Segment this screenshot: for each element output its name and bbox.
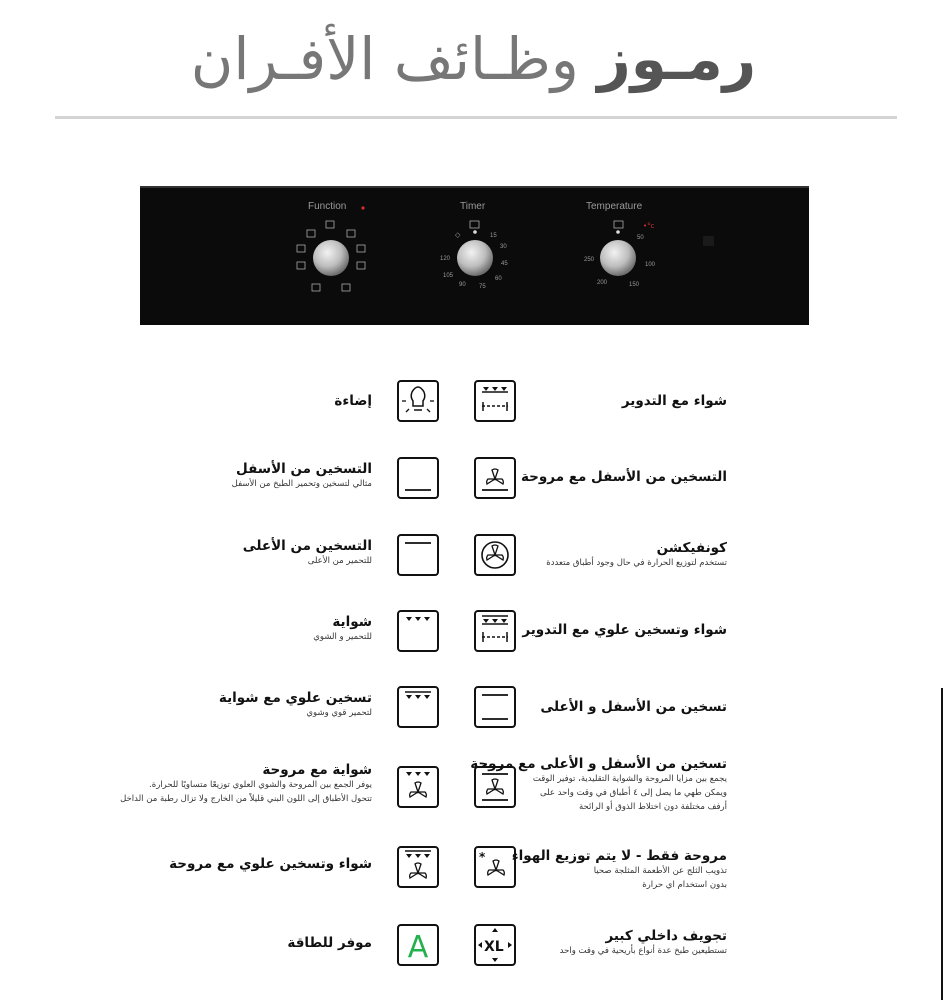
item-desc: تستخدم لتوزيع الحرارة في حال وجود أطباق متعددة xyxy=(546,558,727,568)
item-title: تسخين علوي مع شواية xyxy=(218,690,372,706)
grill-icon xyxy=(397,610,439,652)
left-item-grill xyxy=(313,614,372,644)
function-indicator-dot xyxy=(361,206,364,209)
title-strong: رمـوز xyxy=(597,25,757,93)
item-title: شواء وتسخين علوي مع مروحة xyxy=(169,856,372,872)
rotisserie-grill-icon xyxy=(474,380,516,422)
timer-tick: 45 xyxy=(501,261,508,267)
timer-knob[interactable] xyxy=(457,240,493,276)
grill-fan-icon xyxy=(397,766,439,808)
svg-text:*: * xyxy=(479,850,486,864)
left-item-energy-saver xyxy=(287,935,372,951)
item-desc: تذويب الثلج عن الأطعمة المثلجة صحيا xyxy=(593,866,727,876)
item-title: تسخين من الأسفل و الأعلى مع مروحة xyxy=(470,756,727,772)
title-divider xyxy=(55,116,897,119)
grill-top-rotisserie-icon xyxy=(474,610,516,652)
right-item-grill-top-rotisserie xyxy=(522,622,727,638)
title-light: وظـائف الأفـران xyxy=(190,25,579,93)
item-desc: للتحمير من الأعلى xyxy=(307,556,372,566)
fan-only-icon xyxy=(474,846,516,888)
right-item-fan-only xyxy=(512,848,727,892)
edge-line xyxy=(941,688,943,1000)
energy-badge-letter: A xyxy=(407,930,429,965)
light-icon xyxy=(397,380,439,422)
bottom-heat-fan-icon xyxy=(474,457,516,499)
timer-tick: 120 xyxy=(440,256,451,262)
temperature-tick: 200 xyxy=(597,280,608,286)
item-title: شواء مع التدوير xyxy=(621,393,727,409)
timer-label: Timer xyxy=(460,201,486,212)
right-item-top-bottom-heat xyxy=(540,699,727,715)
convection-icon xyxy=(474,534,516,576)
item-desc: يوفر الجمع بين المروحة والشوي العلوي توزيعًا متساويًا للحرارة. xyxy=(149,780,372,790)
page-title xyxy=(0,14,947,104)
temperature-tick: 50 xyxy=(637,235,644,241)
panel-graphics xyxy=(140,188,809,325)
item-title: كونفيكشن xyxy=(656,540,727,556)
item-title: تسخين من الأسفل و الأعلى xyxy=(540,699,727,715)
oven-control-panel xyxy=(140,186,809,325)
item-title: إضاءة xyxy=(334,393,372,409)
item-title: شواية xyxy=(332,614,372,630)
right-item-top-bottom-fan xyxy=(470,756,727,814)
item-desc: بدون استخدام اي حرارة xyxy=(642,880,727,890)
temperature-tick: 100 xyxy=(645,262,656,268)
top-bottom-heat-icon xyxy=(474,686,516,728)
function-label: Function xyxy=(308,201,347,212)
item-title: شواية مع مروحة xyxy=(262,762,372,778)
svg-text:XL: XL xyxy=(484,939,504,955)
item-desc: ويمكن طهي ما يصل إلى ٤ أطباق في وقت واحد على xyxy=(540,788,727,798)
left-item-light xyxy=(334,393,372,409)
item-desc: لتحمير قوي وشوي xyxy=(306,708,372,718)
svg-text:◇: ◇ xyxy=(455,231,461,239)
item-title: تجويف داخلي كبير xyxy=(605,928,727,944)
item-desc: تتحول الأطباق إلى اللون البني قليلاً من الخارج ولا تزال رطبة من الداخل xyxy=(120,794,372,804)
item-title: التسخين من الأعلى xyxy=(242,538,372,554)
left-item-grill-fan xyxy=(120,762,372,806)
item-desc: يجمع بين مزايا المروحة والشواية التقليدية، توفير الوقت xyxy=(532,774,727,784)
item-title: مروحة فقط - لا يتم توزيع الهواء xyxy=(511,848,727,864)
top-heat-grill-icon xyxy=(397,686,439,728)
top-heat-icon xyxy=(397,534,439,576)
right-item-bottom-heat-fan xyxy=(521,469,727,485)
item-title: شواء وتسخين علوي مع التدوير xyxy=(522,622,727,638)
indicator-window xyxy=(703,236,714,246)
item-title: موفر للطاقة xyxy=(287,935,372,951)
timer-tick: 60 xyxy=(495,276,502,282)
temperature-label: Temperature xyxy=(586,201,643,212)
left-item-bottom-heat xyxy=(232,461,372,491)
temperature-tick: 150 xyxy=(629,282,640,288)
item-desc: للتحمير و الشوي xyxy=(313,632,372,642)
timer-tick: 30 xyxy=(500,244,507,250)
bottom-heat-icon xyxy=(397,457,439,499)
timer-tick: 75 xyxy=(479,284,486,290)
function-knob[interactable] xyxy=(313,240,349,276)
timer-tick: 15 xyxy=(490,233,497,239)
xl-cavity-icon xyxy=(474,924,516,966)
item-desc: تستطيعين طبخ عدة أنواع بأريحية في وقت واحد xyxy=(559,946,727,956)
energy-saver-icon xyxy=(397,924,439,966)
left-item-top-heat-grill xyxy=(219,690,372,720)
temperature-knob[interactable] xyxy=(600,240,636,276)
svg-text:•°c: •°c xyxy=(643,222,655,230)
left-item-grill-top-fan xyxy=(169,856,372,872)
item-title: التسخين من الأسفل xyxy=(236,461,372,477)
timer-tick: 105 xyxy=(443,273,454,279)
item-desc: أرفف مختلفة دون اختلاط الذوق أو الرائحة xyxy=(578,802,727,812)
right-item-convection xyxy=(546,540,727,570)
item-desc: مثالي لتسخين وتحمير الطبخ من الأسفل xyxy=(231,479,372,489)
timer-tick: 90 xyxy=(459,282,466,288)
temperature-tick: 250 xyxy=(584,257,595,263)
item-title: التسخين من الأسفل مع مروحة xyxy=(520,469,727,485)
right-item-rotisserie-grill xyxy=(622,393,727,409)
right-item-xl-cavity xyxy=(560,928,727,958)
grill-top-fan-icon xyxy=(397,846,439,888)
left-item-top-heat xyxy=(243,538,372,568)
